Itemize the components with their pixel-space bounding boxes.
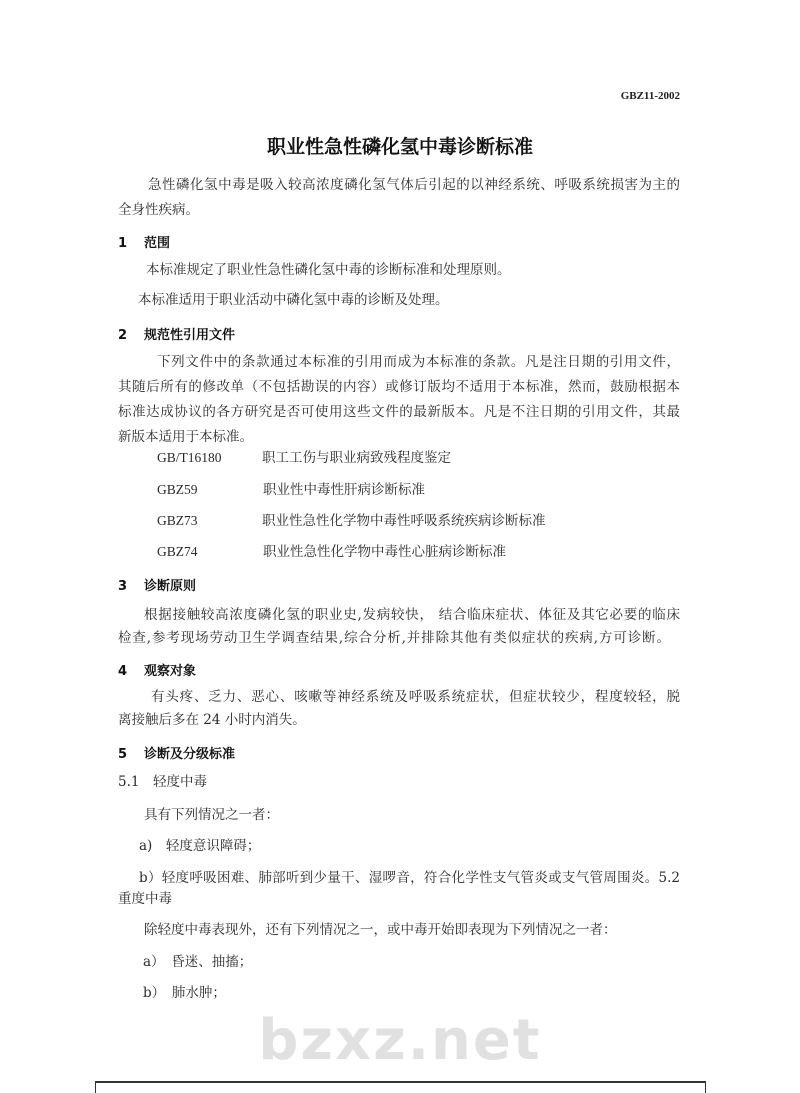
section-heading bbox=[118, 324, 235, 343]
section-title: 诊断原则 bbox=[144, 579, 197, 594]
section-number: 3 bbox=[118, 579, 128, 594]
subsection-heading: 重度中毒 bbox=[118, 891, 172, 907]
reference-item bbox=[157, 512, 198, 530]
list-item: b） 肺水肿； bbox=[143, 985, 226, 1001]
section-number: 5 bbox=[118, 747, 128, 762]
reference-code: GBZ73 bbox=[157, 513, 198, 528]
reference-code: GBZ59 bbox=[157, 482, 198, 497]
list-item: b）轻度呼吸困难、肺部听到少量干、湿啰音，符合化学性支气管炎或支气管周围炎。5.2 bbox=[139, 870, 680, 886]
section-title: 观察对象 bbox=[144, 664, 197, 679]
reference-code: GBZ74 bbox=[157, 544, 198, 559]
reference-title: 职业性急性化学物中毒性呼吸系统疾病诊断标准 bbox=[262, 513, 546, 529]
page-bottom-border bbox=[95, 1081, 706, 1093]
paragraph-line: 检查,参考现场劳动卫生学调查结果,综合分析,并排除其他有类似症状的疾病,方可诊断。 bbox=[118, 630, 670, 646]
section-number: 4 bbox=[118, 664, 128, 679]
section-heading bbox=[118, 660, 196, 679]
section-heading bbox=[118, 743, 235, 762]
reference-item bbox=[157, 543, 198, 561]
section-title: 范围 bbox=[144, 236, 171, 251]
paragraph-line: 标准达成协议的各方研究是否可使用这些文件的最新版本。凡是不注日期的引用文件，其最 bbox=[118, 404, 680, 420]
paragraph-line: 其随后所有的修改单（不包括勘误的内容）或修订版均不适用于本标准，然而，鼓励根据本 bbox=[118, 379, 680, 395]
reference-code: GB/T16180 bbox=[157, 450, 222, 465]
standard-number: GBZ11-2002 bbox=[620, 90, 680, 102]
intro-line: 全身性疾病。 bbox=[118, 202, 199, 218]
reference-item bbox=[157, 481, 198, 499]
section-number: 1 bbox=[118, 236, 128, 251]
paragraph-line: 除轻度中毒表现外，还有下列情况之一，或中毒开始即表现为下列情况之一者： bbox=[144, 922, 617, 938]
paragraph-line: 本标准规定了职业性急性磷化氢中毒的诊断标准和处理原则。 bbox=[146, 262, 511, 278]
list-item: a) 轻度意识障碍； bbox=[139, 838, 261, 854]
section-number: 2 bbox=[118, 328, 128, 343]
paragraph-line: 具有下列情况之一者： bbox=[144, 807, 279, 823]
reference-title: 职工工伤与职业病致残程度鉴定 bbox=[262, 450, 451, 466]
section-heading bbox=[118, 232, 170, 251]
section-heading bbox=[118, 575, 196, 594]
watermark: bzxz.net bbox=[258, 1008, 542, 1073]
reference-title: 职业性中毒性肝病诊断标准 bbox=[263, 482, 425, 498]
paragraph-line: 本标准适用于职业活动中磷化氢中毒的诊断及处理。 bbox=[138, 292, 449, 308]
paragraph-line: 新版本适用于本标准。 bbox=[118, 429, 253, 445]
section-title: 规范性引用文件 bbox=[144, 328, 236, 343]
paragraph-line: 有头疼、乏力、恶心、咳嗽等神经系统及呼吸系统症状，但症状较少，程度较轻，脱 bbox=[151, 689, 680, 705]
page-title: 职业性急性磷化氢中毒诊断标准 bbox=[266, 136, 533, 158]
paragraph-line: 下列文件中的条款通过本标准的引用而成为本标准的条款。凡是注日期的引用文件， bbox=[157, 354, 680, 370]
subsection-heading: 5.1 轻度中毒 bbox=[118, 774, 207, 790]
section-title: 诊断及分级标准 bbox=[144, 747, 236, 762]
intro-line: 急性磷化氢中毒是吸入较高浓度磷化氢气体后引起的以神经系统、呼吸系统损害为主的 bbox=[148, 177, 680, 193]
paragraph-line: 根据接触较高浓度磷化氢的职业史,发病较快， 结合临床症状、体征及其它必要的临床 bbox=[144, 607, 680, 623]
reference-item bbox=[157, 449, 222, 467]
reference-title: 职业性急性化学物中毒性心脏病诊断标准 bbox=[263, 544, 506, 560]
list-item: a） 昏迷、抽搐； bbox=[143, 954, 253, 970]
paragraph-line: 离接触后多在 24 小时内消失。 bbox=[118, 712, 306, 728]
